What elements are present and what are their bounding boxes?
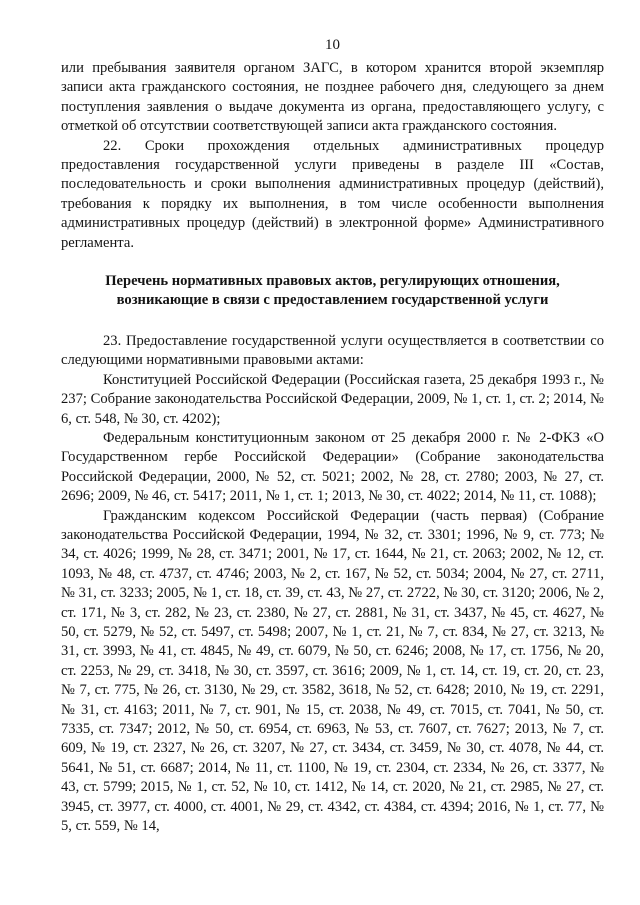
paragraph-22: 22. Сроки прохождения отдельных административных процедур предоставления государственной услуги приведены в разделе III «Состав, последовательность и сроки выполнения административных процедур (действий), требования к порядку их выполнения, в том числе особенности выполнения административных процедур (действий) в электронной форме» Административного регламента. <box>61 137 604 251</box>
paragraph-coat-of-arms-law: Федеральным конституционным законом от 25 декабря 2000 г. № 2-ФКЗ «О Государственном гербе Российской Федерации» (Собрание законодательства Российской Федерации, 2000, № 52, ст. 5021; 2002, № 28, ст. 2780; 2003, № 27, ст. 2696; 2009, № 46, ст. 5417; 2011, № 1, ст. 1; 2013, № 30, ст. 4022; 2014, № 11, ст. 1088); <box>61 429 604 505</box>
paragraph-civil-code: Гражданским кодексом Российской Федерации (часть первая) (Собрание законодательства Российской Федерации, 1994, № 32, ст. 3301; 1996, № 9, ст. 773; № 34, ст. 4026; 1999, № 28, ст. 3471; 2001, № 17, ст. 1644, № 21, ст. 2063; 2002, № 12, ст. 1093, № 48, ст. 4737, ст. 4746; 2003, № 2, ст. 167, № 52, ст. 5034; 2004, № 27, ст. 2711, № 31, ст. 3233; 2005, № 1, ст. 18, ст. 39, ст. 43, № 27, ст. 2722, № 30, ст. 3120; 2006, № 2, ст. 171, № 3, ст. 282, № 23, ст. 2380, № 27, ст. 2881, № 31, ст. 3437, № 45, ст. 4627, № 50, ст. 5279, № 52, ст. 5497, ст. 5498; 2007, № 1, ст. 21, № 7, ст. 834, № 27, ст. 3213, № 31, ст. 3993, № 41, ст. 4845, № 49, ст. 6079, № 50, ст. 6246; 2008, № 17, ст. 1756, № 20, ст. 2253, № 29, ст. 3418, № 30, ст. 3597, ст. 3616; 2009, № 1, ст. 14, ст. 19, ст. 20, ст. 23, № 7, ст. 775, № 26, ст. 3130, № 29, ст. 3582, 3618, № 52, ст. 6428; 2010, № 19, ст. 2291, № 31, ст. 4163; 2011, № 7, ст. 901, № 15, ст. 2038, № 49, ст. 7015, ст. 7041, № 50, ст. 7335, ст. 7347; 2012, № 50, ст. 6954, ст. 6963, № 53, ст. 7607, ст. 7627; 2013, № 7, ст. 609, № 19, ст. 2327, № 26, ст. 3207, № 27, ст. 3434, ст. 3459, № 30, ст. 4078, № 44, ст. 5641, № 51, ст. 6687; 2014, № 11, ст. 1100, № 19, ст. 2304, ст. 2334, № 26, ст. 3377, № 43, ст. 5799; 2015, № 1, ст. 52, № 10, ст. 1412, № 14, ст. 2020, № 21, ст. 2985, № 27, ст. 3945, ст. 3977, ст. 4000, ст. 4001, № 29, ст. 4342, ст. 4384, ст. 4394; 2016, № 1, ст. 77, № 5, ст. 559, № 14, <box>61 507 604 835</box>
paragraph-constitution: Конституцией Российской Федерации (Российская газета, 25 декабря 1993 г., № 237; Собрание законодательства Российской Федерации, 2009, № 1, ст. 1, ст. 2; 2014, № 6, ст. 548, № 30, ст. 4202); <box>61 371 604 427</box>
paragraph-23: 23. Предоставление государственной услуги осуществляется в соответствии со следующими нормативными правовыми актами: <box>61 332 604 369</box>
page-number: 10 <box>325 37 340 53</box>
paragraph-continuation: или пребывания заявителя органом ЗАГС, в котором хранится второй экземпляр записи акта гражданского состояния, не позднее рабочего дня, следующего за днем поступления заявления о выдаче документа из органа, предоставляющего услугу, с отметкой об отсутствии соответствующей записи акта гражданского состояния. <box>61 60 604 135</box>
section-heading <box>61 272 604 311</box>
section-heading-line-2: возникающие в связи с предоставлением государственной услуги <box>116 292 549 309</box>
section-heading-line-1: Перечень нормативных правовых актов, регулирующих отношения, <box>105 273 560 290</box>
